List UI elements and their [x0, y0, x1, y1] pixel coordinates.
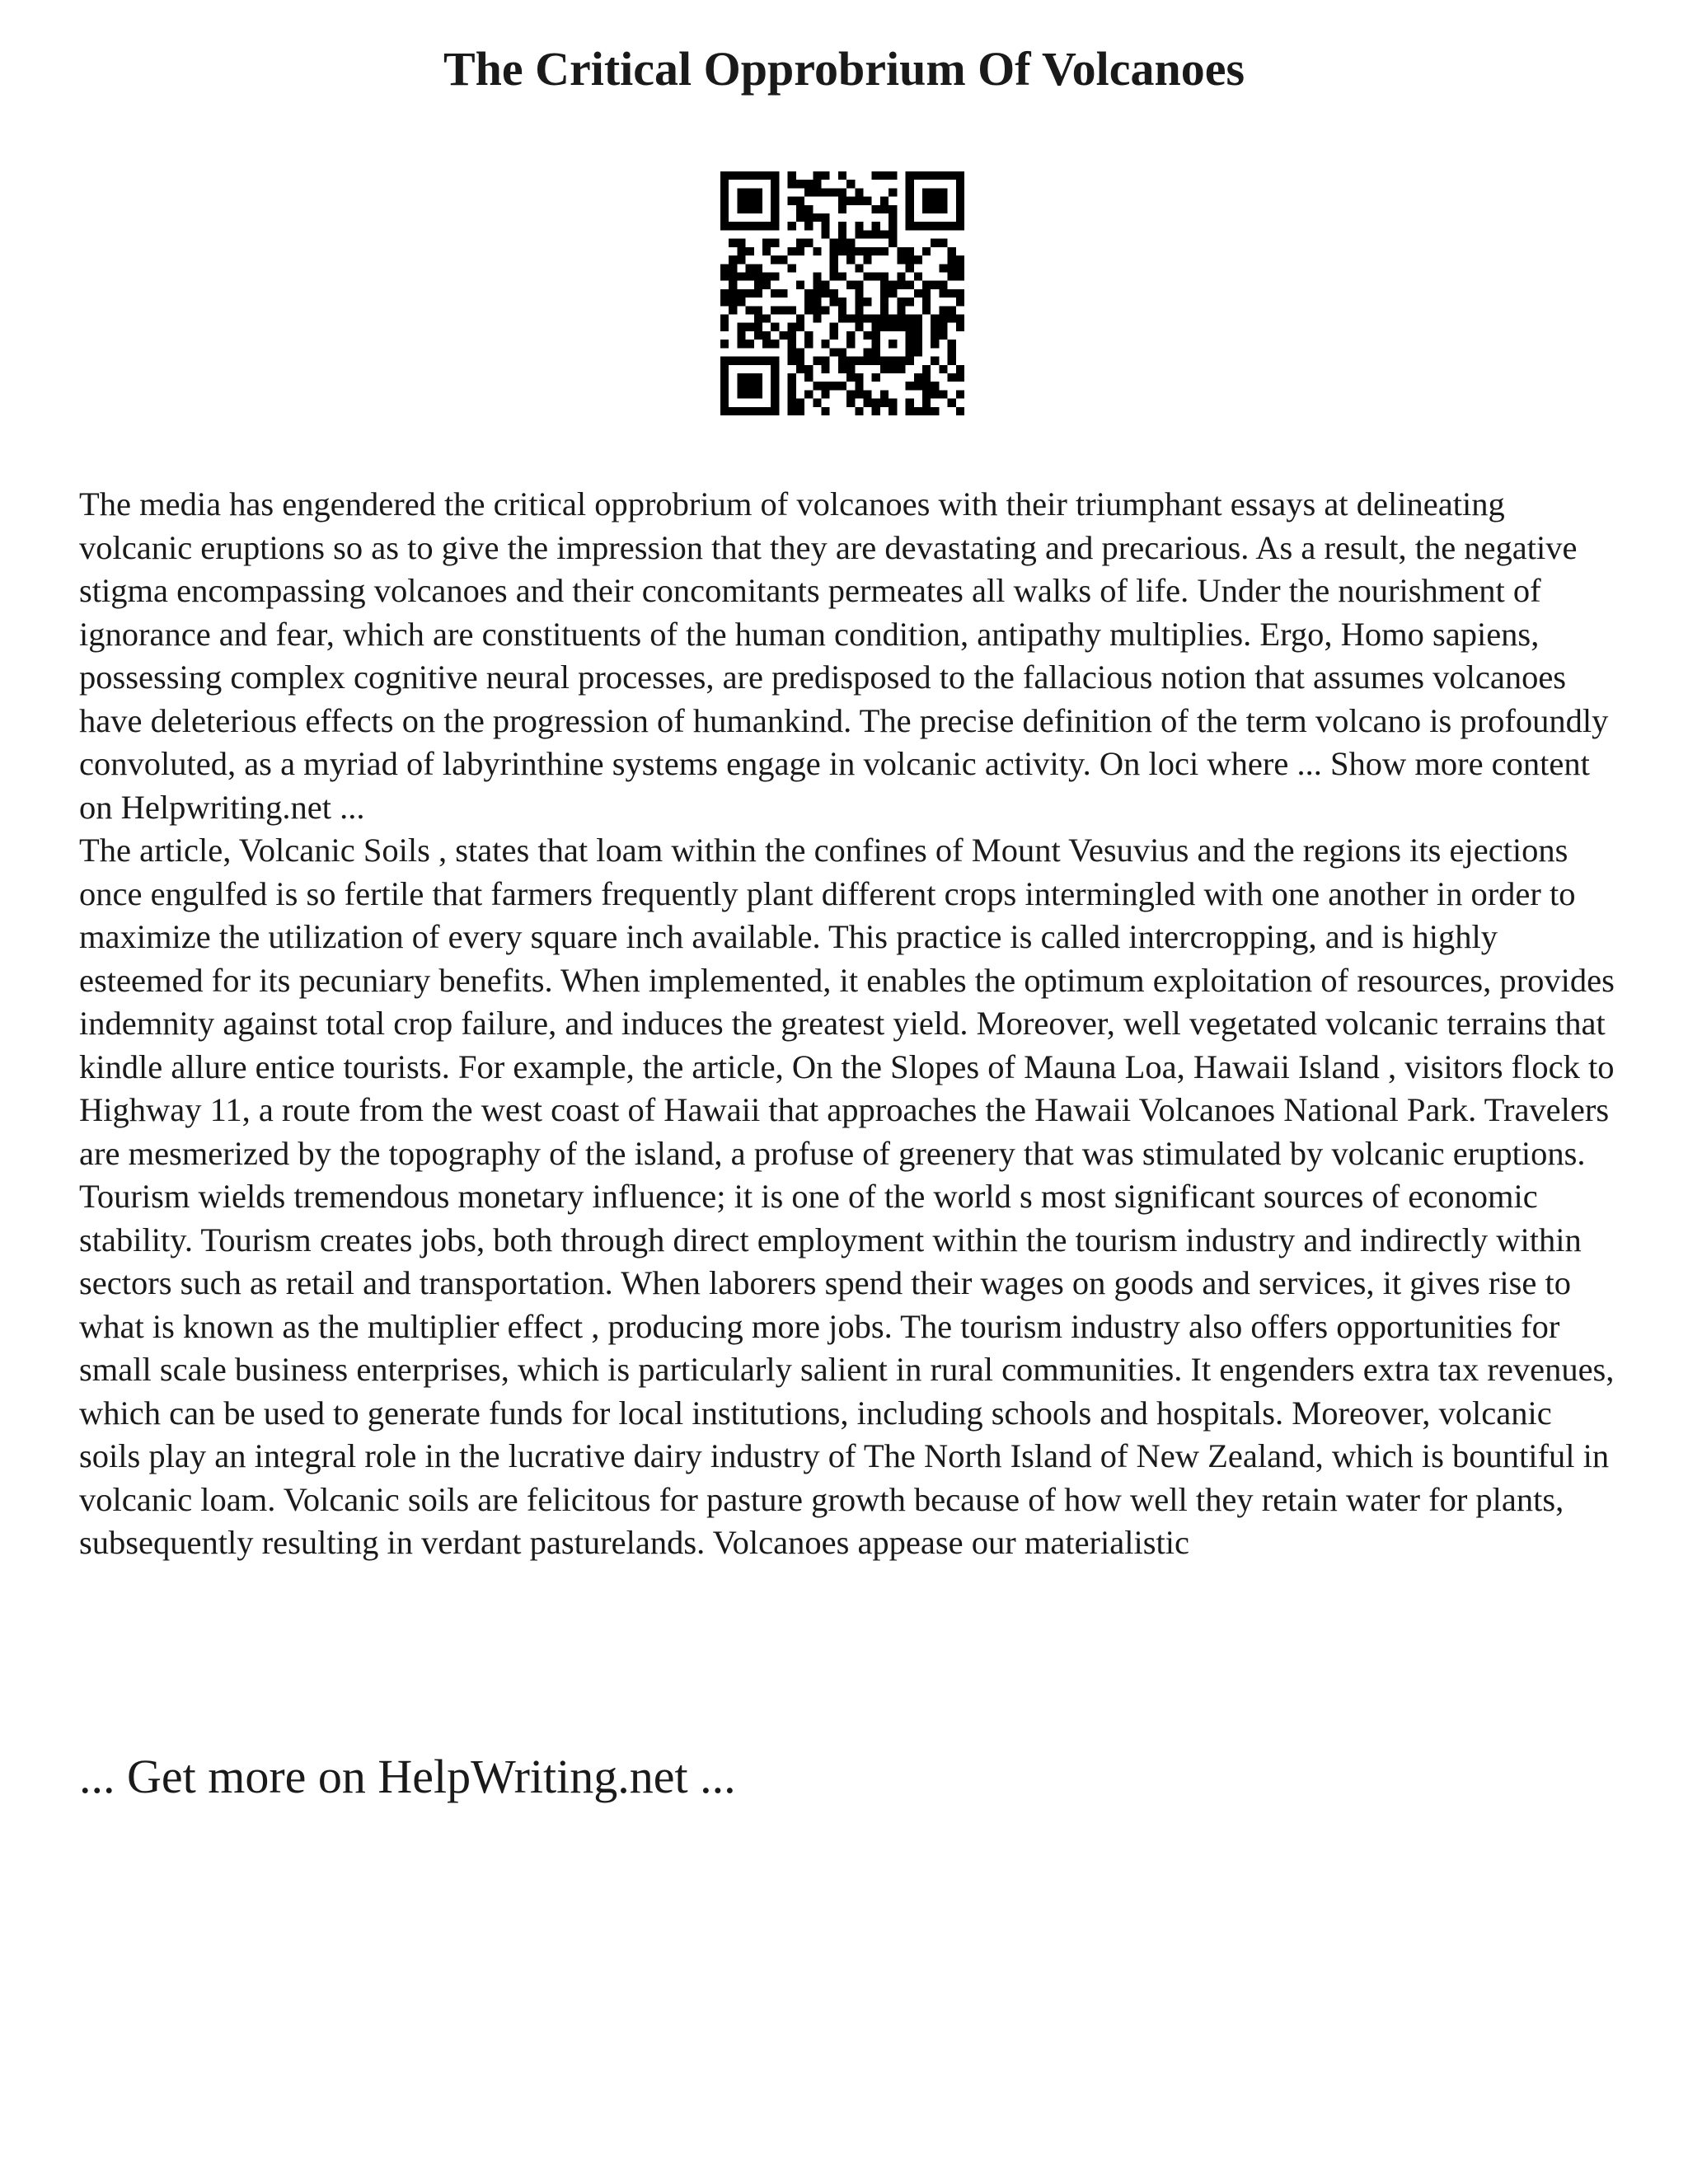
article-body [79, 483, 1620, 1565]
paragraph-volcanic-soils: The article, Volcanic Soils , states that loam within the confines of Mount Vesuvius and the regions its ejections once engulfed is so fertile that farmers frequently plant different crops intermingled with one another in order to maximize the utilization of every square inch available. This practice is called intercropping, and is highly esteemed for its pecuniary benefits. When implemented, it enables the optimum exploitation of resources, provides indemnity against total crop failure, and induces the greatest yield. Moreover, well vegetated volcanic terrains that kindle allure entice tourists. For example, the article, On the Slopes of Mauna Loa, Hawaii Island , visitors flock to Highway 11, a route from the west coast of Hawaii that approaches the Hawaii Volcanoes National Park. Travelers are mesmerized by the topography of the island, a profuse of greenery that was stimulated by volcanic eruptions. Tourism wields tremendous monetary influence; it is one of the world s most significant sources of economic stability. Tourism creates jobs, both through direct employment within the tourism industry and indirectly within sectors such as retail and transportation. When laborers spend their wages on goods and services, it gives rise to what is known as the multiplier effect , producing more jobs. The tourism industry also offers opportunities for small scale business enterprises, which is particularly salient in rural communities. It engenders extra tax revenues, which can be used to generate funds for local institutions, including schools and hospitals. Moreover, volcanic soils play an integral role in the lucrative dairy industry of The North Island of New Zealand, which is bountiful in volcanic loam. Volcanic soils are felicitous for pasture growth because of how well they retain water for plants, subsequently resulting in verdant pasturelands. Volcanoes appease our materialistic [79, 832, 1615, 1561]
get-more-link[interactable]: ... Get more on HelpWriting.net ... [79, 1750, 736, 1803]
paragraph-intro: The media has engendered the critical opprobrium of volcanoes with their triumphant essays at delineating volcanic eruptions so as to give the impression that they are devastating and precarious. As a result, the negative stigma encompassing volcanoes and their concomitants permeates all walks of life. Under the nourishment of ignorance and fear, which are constituents of the human condition, antipathy multiplies. Ergo, Homo sapiens, possessing complex cognitive neural processes, are predisposed to the fallacious notion that assumes volcanoes have deleterious effects on the progression of humankind. The precise definition of the term volcano is profoundly convoluted, as a myriad of labyrinthine systems engage in volcanic activity. On loci where ... Show more content on Helpwriting.net ... [79, 485, 1609, 826]
qr-code-icon [720, 171, 964, 415]
page-title: The Critical Opprobrium Of Volcanoes [443, 42, 1245, 96]
